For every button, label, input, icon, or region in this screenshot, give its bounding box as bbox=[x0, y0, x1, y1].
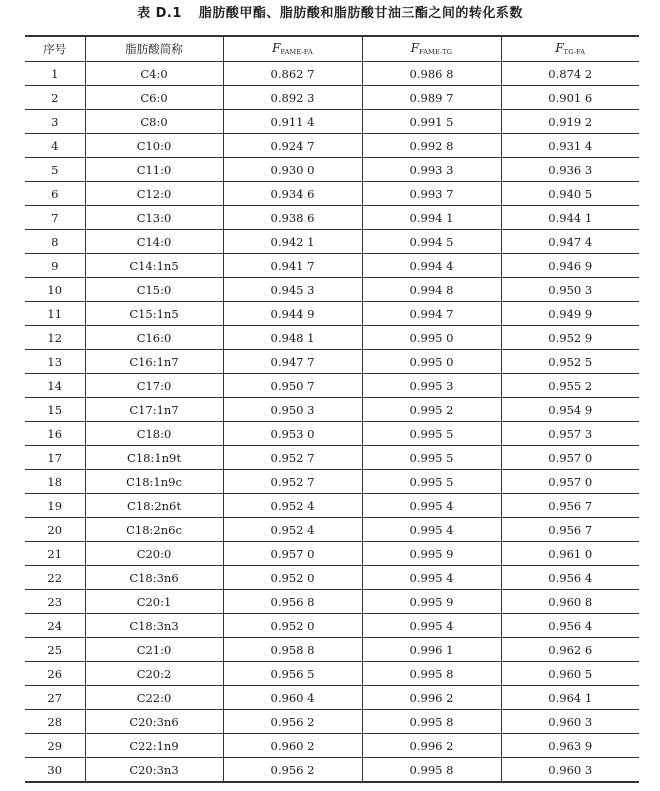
cell-fatty-acid-name: C18:3n6 bbox=[85, 566, 223, 590]
table-row bbox=[25, 710, 639, 734]
cell-fatty-acid-name: C22:0 bbox=[85, 686, 223, 710]
cell-f-fame-tg: 0.994 7 bbox=[362, 302, 501, 326]
cell-f-fame-fa: 0.957 0 bbox=[223, 542, 362, 566]
table-row bbox=[25, 470, 639, 494]
cell-seq: 28 bbox=[25, 710, 85, 734]
cell-f-fame-tg: 0.995 4 bbox=[362, 518, 501, 542]
cell-fatty-acid-name: C20:2 bbox=[85, 662, 223, 686]
cell-seq: 27 bbox=[25, 686, 85, 710]
table-row bbox=[25, 182, 639, 206]
cell-f-fame-tg: 0.993 3 bbox=[362, 158, 501, 182]
cell-seq: 3 bbox=[25, 110, 85, 134]
table-caption bbox=[0, 4, 660, 24]
cell-f-fame-fa: 0.941 7 bbox=[223, 254, 362, 278]
header-f-symbol: F bbox=[555, 41, 564, 55]
cell-f-fame-fa: 0.960 4 bbox=[223, 686, 362, 710]
cell-seq: 17 bbox=[25, 446, 85, 470]
cell-f-fame-tg: 0.995 8 bbox=[362, 758, 501, 783]
cell-fatty-acid-name: C14:1n5 bbox=[85, 254, 223, 278]
cell-seq: 22 bbox=[25, 566, 85, 590]
table-row bbox=[25, 662, 639, 686]
cell-fatty-acid-name: C22:1n9 bbox=[85, 734, 223, 758]
cell-fatty-acid-name: C18:2n6t bbox=[85, 494, 223, 518]
cell-f-fame-fa: 0.956 2 bbox=[223, 710, 362, 734]
cell-f-fame-tg: 0.995 4 bbox=[362, 566, 501, 590]
cell-f-fame-tg: 0.994 5 bbox=[362, 230, 501, 254]
cell-f-fame-tg: 0.993 7 bbox=[362, 182, 501, 206]
cell-f-fame-tg: 0.995 8 bbox=[362, 662, 501, 686]
cell-seq: 29 bbox=[25, 734, 85, 758]
table-row bbox=[25, 566, 639, 590]
cell-f-fame-tg: 0.996 2 bbox=[362, 734, 501, 758]
cell-f-fame-tg: 0.994 4 bbox=[362, 254, 501, 278]
table-header-row bbox=[25, 36, 639, 62]
cell-seq: 15 bbox=[25, 398, 85, 422]
cell-fatty-acid-name: C18:0 bbox=[85, 422, 223, 446]
cell-f-tg-fa: 0.952 5 bbox=[501, 350, 639, 374]
cell-f-fame-fa: 0.948 1 bbox=[223, 326, 362, 350]
cell-f-tg-fa: 0.940 5 bbox=[501, 182, 639, 206]
cell-f-tg-fa: 0.874 2 bbox=[501, 62, 639, 86]
cell-f-tg-fa: 0.901 6 bbox=[501, 86, 639, 110]
table-row bbox=[25, 734, 639, 758]
header-f-subscript: TG-FA bbox=[563, 48, 586, 56]
cell-f-tg-fa: 0.950 3 bbox=[501, 278, 639, 302]
cell-seq: 1 bbox=[25, 62, 85, 86]
cell-f-tg-fa: 0.960 3 bbox=[501, 710, 639, 734]
cell-f-fame-fa: 0.924 7 bbox=[223, 134, 362, 158]
cell-f-fame-tg: 0.995 9 bbox=[362, 590, 501, 614]
cell-f-fame-tg: 0.995 0 bbox=[362, 326, 501, 350]
cell-f-fame-tg: 0.991 5 bbox=[362, 110, 501, 134]
header-seq: 序号 bbox=[25, 36, 85, 62]
table-row bbox=[25, 686, 639, 710]
conversion-factor-table bbox=[25, 35, 639, 783]
cell-fatty-acid-name: C18:1n9t bbox=[85, 446, 223, 470]
cell-f-fame-tg: 0.995 4 bbox=[362, 614, 501, 638]
cell-fatty-acid-name: C12:0 bbox=[85, 182, 223, 206]
cell-fatty-acid-name: C14:0 bbox=[85, 230, 223, 254]
cell-f-tg-fa: 0.919 2 bbox=[501, 110, 639, 134]
table-row bbox=[25, 542, 639, 566]
header-f-symbol: F bbox=[410, 41, 420, 55]
cell-seq: 30 bbox=[25, 758, 85, 783]
cell-seq: 26 bbox=[25, 662, 85, 686]
table-row bbox=[25, 230, 639, 254]
header-f-symbol: F bbox=[272, 41, 281, 55]
table-row bbox=[25, 278, 639, 302]
cell-fatty-acid-name: C21:0 bbox=[85, 638, 223, 662]
cell-f-fame-fa: 0.952 0 bbox=[223, 566, 362, 590]
cell-f-fame-fa: 0.953 0 bbox=[223, 422, 362, 446]
header-f-subscript: FAME-FA bbox=[280, 48, 313, 56]
table-row bbox=[25, 134, 639, 158]
cell-seq: 10 bbox=[25, 278, 85, 302]
cell-f-tg-fa: 0.952 9 bbox=[501, 326, 639, 350]
cell-fatty-acid-name: C17:1n7 bbox=[85, 398, 223, 422]
cell-f-tg-fa: 0.956 4 bbox=[501, 614, 639, 638]
cell-f-tg-fa: 0.957 3 bbox=[501, 422, 639, 446]
cell-f-fame-tg: 0.986 8 bbox=[362, 62, 501, 86]
cell-fatty-acid-name: C15:1n5 bbox=[85, 302, 223, 326]
table-body bbox=[25, 62, 639, 783]
cell-f-tg-fa: 0.957 0 bbox=[501, 470, 639, 494]
cell-f-tg-fa: 0.931 4 bbox=[501, 134, 639, 158]
cell-f-fame-fa: 0.950 7 bbox=[223, 374, 362, 398]
cell-f-tg-fa: 0.954 9 bbox=[501, 398, 639, 422]
cell-f-fame-tg: 0.995 5 bbox=[362, 446, 501, 470]
cell-f-fame-tg: 0.995 0 bbox=[362, 350, 501, 374]
cell-f-fame-fa: 0.952 7 bbox=[223, 446, 362, 470]
cell-f-fame-tg: 0.995 8 bbox=[362, 710, 501, 734]
cell-fatty-acid-name: C20:0 bbox=[85, 542, 223, 566]
header-f-fame-fa bbox=[223, 36, 362, 62]
cell-f-fame-fa: 0.950 3 bbox=[223, 398, 362, 422]
table-row bbox=[25, 158, 639, 182]
cell-seq: 18 bbox=[25, 470, 85, 494]
cell-seq: 2 bbox=[25, 86, 85, 110]
cell-f-tg-fa: 0.944 1 bbox=[501, 206, 639, 230]
cell-seq: 13 bbox=[25, 350, 85, 374]
cell-f-fame-tg: 0.996 1 bbox=[362, 638, 501, 662]
cell-f-tg-fa: 0.946 9 bbox=[501, 254, 639, 278]
cell-f-tg-fa: 0.957 0 bbox=[501, 446, 639, 470]
cell-seq: 25 bbox=[25, 638, 85, 662]
table-row bbox=[25, 758, 639, 783]
table-row bbox=[25, 350, 639, 374]
table-row bbox=[25, 638, 639, 662]
cell-f-tg-fa: 0.956 4 bbox=[501, 566, 639, 590]
cell-f-fame-fa: 0.952 7 bbox=[223, 470, 362, 494]
cell-fatty-acid-name: C15:0 bbox=[85, 278, 223, 302]
cell-fatty-acid-name: C20:1 bbox=[85, 590, 223, 614]
cell-f-fame-fa: 0.952 4 bbox=[223, 518, 362, 542]
cell-seq: 7 bbox=[25, 206, 85, 230]
cell-fatty-acid-name: C4:0 bbox=[85, 62, 223, 86]
cell-f-tg-fa: 0.963 9 bbox=[501, 734, 639, 758]
cell-f-fame-fa: 0.956 8 bbox=[223, 590, 362, 614]
table-row bbox=[25, 86, 639, 110]
cell-fatty-acid-name: C8:0 bbox=[85, 110, 223, 134]
cell-f-tg-fa: 0.936 3 bbox=[501, 158, 639, 182]
cell-fatty-acid-name: C16:1n7 bbox=[85, 350, 223, 374]
cell-seq: 21 bbox=[25, 542, 85, 566]
header-f-fame-tg bbox=[362, 36, 501, 62]
cell-fatty-acid-name: C20:3n3 bbox=[85, 758, 223, 783]
cell-f-fame-tg: 0.995 3 bbox=[362, 374, 501, 398]
cell-f-tg-fa: 0.947 4 bbox=[501, 230, 639, 254]
cell-f-tg-fa: 0.955 2 bbox=[501, 374, 639, 398]
cell-f-fame-tg: 0.995 5 bbox=[362, 422, 501, 446]
cell-f-fame-fa: 0.892 3 bbox=[223, 86, 362, 110]
cell-f-tg-fa: 0.960 3 bbox=[501, 758, 639, 783]
cell-f-fame-fa: 0.952 0 bbox=[223, 614, 362, 638]
cell-seq: 5 bbox=[25, 158, 85, 182]
cell-f-fame-fa: 0.930 0 bbox=[223, 158, 362, 182]
cell-f-fame-tg: 0.995 2 bbox=[362, 398, 501, 422]
cell-f-fame-fa: 0.952 4 bbox=[223, 494, 362, 518]
cell-f-fame-fa: 0.958 8 bbox=[223, 638, 362, 662]
table-number: 表 D.1 bbox=[137, 6, 182, 21]
cell-f-fame-tg: 0.995 4 bbox=[362, 494, 501, 518]
table-row bbox=[25, 374, 639, 398]
table-row bbox=[25, 254, 639, 278]
table-row bbox=[25, 206, 639, 230]
cell-fatty-acid-name: C6:0 bbox=[85, 86, 223, 110]
cell-f-fame-fa: 0.911 4 bbox=[223, 110, 362, 134]
table-row bbox=[25, 494, 639, 518]
table-row bbox=[25, 398, 639, 422]
cell-f-tg-fa: 0.960 8 bbox=[501, 590, 639, 614]
cell-fatty-acid-name: C11:0 bbox=[85, 158, 223, 182]
cell-seq: 9 bbox=[25, 254, 85, 278]
table-row bbox=[25, 614, 639, 638]
cell-f-fame-tg: 0.996 2 bbox=[362, 686, 501, 710]
cell-seq: 4 bbox=[25, 134, 85, 158]
cell-seq: 8 bbox=[25, 230, 85, 254]
cell-fatty-acid-name: C17:0 bbox=[85, 374, 223, 398]
table-row bbox=[25, 62, 639, 86]
table-row bbox=[25, 110, 639, 134]
cell-f-tg-fa: 0.956 7 bbox=[501, 494, 639, 518]
cell-fatty-acid-name: C13:0 bbox=[85, 206, 223, 230]
cell-f-fame-tg: 0.992 8 bbox=[362, 134, 501, 158]
cell-seq: 23 bbox=[25, 590, 85, 614]
cell-seq: 12 bbox=[25, 326, 85, 350]
cell-fatty-acid-name: C18:1n9c bbox=[85, 470, 223, 494]
cell-f-tg-fa: 0.960 5 bbox=[501, 662, 639, 686]
cell-f-fame-fa: 0.956 2 bbox=[223, 758, 362, 783]
cell-f-fame-tg: 0.995 5 bbox=[362, 470, 501, 494]
cell-f-fame-fa: 0.934 6 bbox=[223, 182, 362, 206]
cell-fatty-acid-name: C20:3n6 bbox=[85, 710, 223, 734]
cell-f-fame-fa: 0.947 7 bbox=[223, 350, 362, 374]
table-row bbox=[25, 302, 639, 326]
cell-f-fame-tg: 0.994 1 bbox=[362, 206, 501, 230]
header-f-subscript: FAME-TG bbox=[419, 48, 453, 56]
cell-seq: 11 bbox=[25, 302, 85, 326]
cell-f-tg-fa: 0.964 1 bbox=[501, 686, 639, 710]
table-row bbox=[25, 326, 639, 350]
cell-f-fame-fa: 0.862 7 bbox=[223, 62, 362, 86]
cell-f-fame-tg: 0.994 8 bbox=[362, 278, 501, 302]
cell-f-fame-tg: 0.995 9 bbox=[362, 542, 501, 566]
cell-f-tg-fa: 0.962 6 bbox=[501, 638, 639, 662]
cell-f-fame-fa: 0.945 3 bbox=[223, 278, 362, 302]
cell-f-fame-tg: 0.989 7 bbox=[362, 86, 501, 110]
table-row bbox=[25, 446, 639, 470]
cell-f-fame-fa: 0.942 1 bbox=[223, 230, 362, 254]
cell-seq: 20 bbox=[25, 518, 85, 542]
table-row bbox=[25, 590, 639, 614]
table-title: 脂肪酸甲酯、脂肪酸和脂肪酸甘油三酯之间的转化系数 bbox=[198, 6, 523, 21]
cell-f-tg-fa: 0.949 9 bbox=[501, 302, 639, 326]
header-fatty-acid-name: 脂肪酸简称 bbox=[85, 36, 223, 62]
cell-f-fame-fa: 0.956 5 bbox=[223, 662, 362, 686]
cell-fatty-acid-name: C18:3n3 bbox=[85, 614, 223, 638]
cell-seq: 6 bbox=[25, 182, 85, 206]
cell-fatty-acid-name: C16:0 bbox=[85, 326, 223, 350]
table-row bbox=[25, 518, 639, 542]
cell-f-fame-fa: 0.944 9 bbox=[223, 302, 362, 326]
header-f-tg-fa bbox=[501, 36, 639, 62]
cell-f-tg-fa: 0.961 0 bbox=[501, 542, 639, 566]
table-row bbox=[25, 422, 639, 446]
cell-fatty-acid-name: C10:0 bbox=[85, 134, 223, 158]
cell-f-tg-fa: 0.956 7 bbox=[501, 518, 639, 542]
cell-seq: 24 bbox=[25, 614, 85, 638]
cell-seq: 16 bbox=[25, 422, 85, 446]
cell-fatty-acid-name: C18:2n6c bbox=[85, 518, 223, 542]
cell-f-fame-fa: 0.938 6 bbox=[223, 206, 362, 230]
cell-seq: 14 bbox=[25, 374, 85, 398]
cell-seq: 19 bbox=[25, 494, 85, 518]
cell-f-fame-fa: 0.960 2 bbox=[223, 734, 362, 758]
